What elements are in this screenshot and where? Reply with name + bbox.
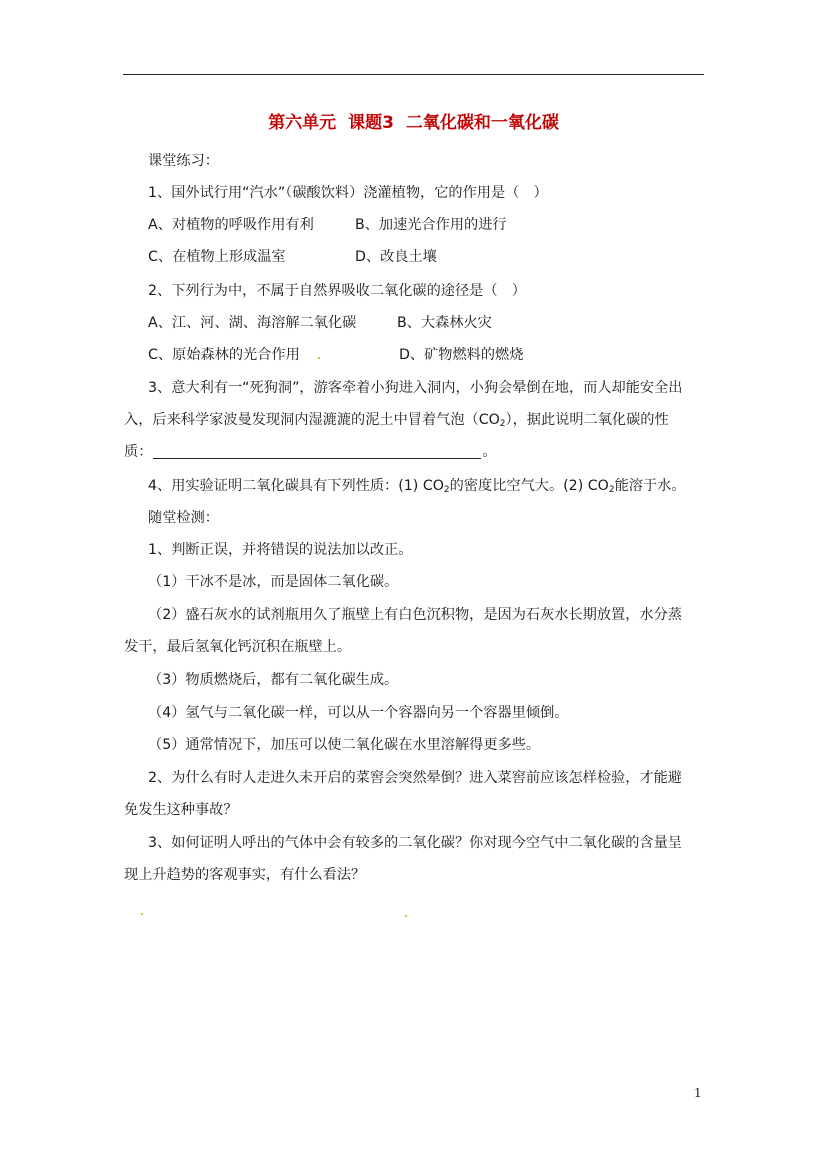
question-3-line3: 质： 。	[124, 444, 497, 460]
quiz-1-statement-3: （3）物质燃烧后，都有二氧化碳生成。	[148, 672, 399, 688]
option-d: D、改良土壤	[355, 249, 437, 265]
question-1-options-row1	[148, 215, 708, 235]
option-d: D、矿物燃料的燃烧	[399, 347, 524, 363]
quiz-1-statement-5: （5）通常情况下，加压可以使二氧化碳在水里溶解得更多些。	[148, 737, 541, 753]
question-2-options-row1	[148, 313, 708, 333]
scan-speck	[141, 913, 143, 915]
scan-speck	[405, 915, 407, 917]
answer-blank[interactable]	[153, 444, 481, 459]
question-2-stem: 2、下列行为中，不属于自然界吸收二氧化碳的途径是（ ）	[148, 283, 526, 299]
page-title	[0, 111, 827, 135]
question-2-options-row2	[148, 345, 708, 365]
header-rule	[123, 74, 704, 75]
title-topic: 二氧化碳和一氧化碳	[405, 113, 559, 133]
option-c: C、原始森林的光合作用	[148, 347, 300, 363]
quiz-2-line1: 2、为什么有时人走进久未开启的菜窖会突然晕倒？进入菜窖前应该怎样检验，才能避	[148, 770, 682, 786]
quiz-1-statement-1: （1）干冰不是冰，而是固体二氧化碳。	[148, 574, 399, 590]
question-3-line1: 3、意大利有一“死狗洞”，游客牵着小狗进入洞内，小狗会晕倒在地，而人却能安全出	[148, 380, 683, 396]
quiz-1-statement-2-line1: （2）盛石灰水的试剂瓶用久了瓶壁上有白色沉积物，是因为石灰水长期放置，水分蒸	[148, 607, 682, 623]
question-3-line2: 入，后来科学家波曼发现洞内湿漉漉的泥土中冒着气泡$(CO_2)$，据此说明二氧化碳的性	[124, 412, 669, 429]
option-c: C、在植物上形成温室	[148, 249, 286, 265]
option-b: B、大森林火灾	[397, 315, 492, 331]
option-b: B、加速光合作用的进行	[355, 217, 507, 233]
title-lesson: 课题3	[348, 113, 394, 133]
question-4: 4、用实验证明二氧化碳具有下列性质：(1) $CO_2$的密度比空气大。(2) $CO_2$能溶于水。	[148, 478, 686, 495]
quiz-1-stem: 1、判断正误，并将错误的说法加以改正。	[148, 542, 413, 558]
section-heading-classroom: 课堂练习：	[148, 153, 219, 169]
question-1-stem: 1、国外试行用“汽水”（碳酸饮料）浇灌植物，它的作用是（ ）	[148, 185, 548, 201]
quiz-2-line2: 免发生这种事故？	[124, 802, 238, 818]
scan-speck	[318, 357, 320, 359]
page-number: 1	[694, 1086, 702, 1100]
option-a: A、江、河、湖、海溶解二氧化碳	[148, 315, 357, 331]
option-a: A、对植物的呼吸作用有利	[148, 217, 314, 233]
quiz-1-statement-2-line2: 发干，最后氢氧化钙沉积在瓶壁上。	[124, 639, 352, 655]
quiz-3-line2: 现上升趋势的客观事实，有什么看法？	[124, 867, 366, 883]
section-heading-quiz: 随堂检测：	[148, 510, 219, 526]
quiz-3-line1: 3、如何证明人呼出的气体中会有较多的二氧化碳？你对现今空气中二氧化碳的含量呈	[148, 835, 682, 851]
question-1-options-row2	[148, 247, 708, 267]
quiz-1-statement-4: （4）氢气与二氧化碳一样，可以从一个容器向另一个容器里倾倒。	[148, 705, 569, 721]
title-unit: 第六单元	[268, 113, 337, 133]
